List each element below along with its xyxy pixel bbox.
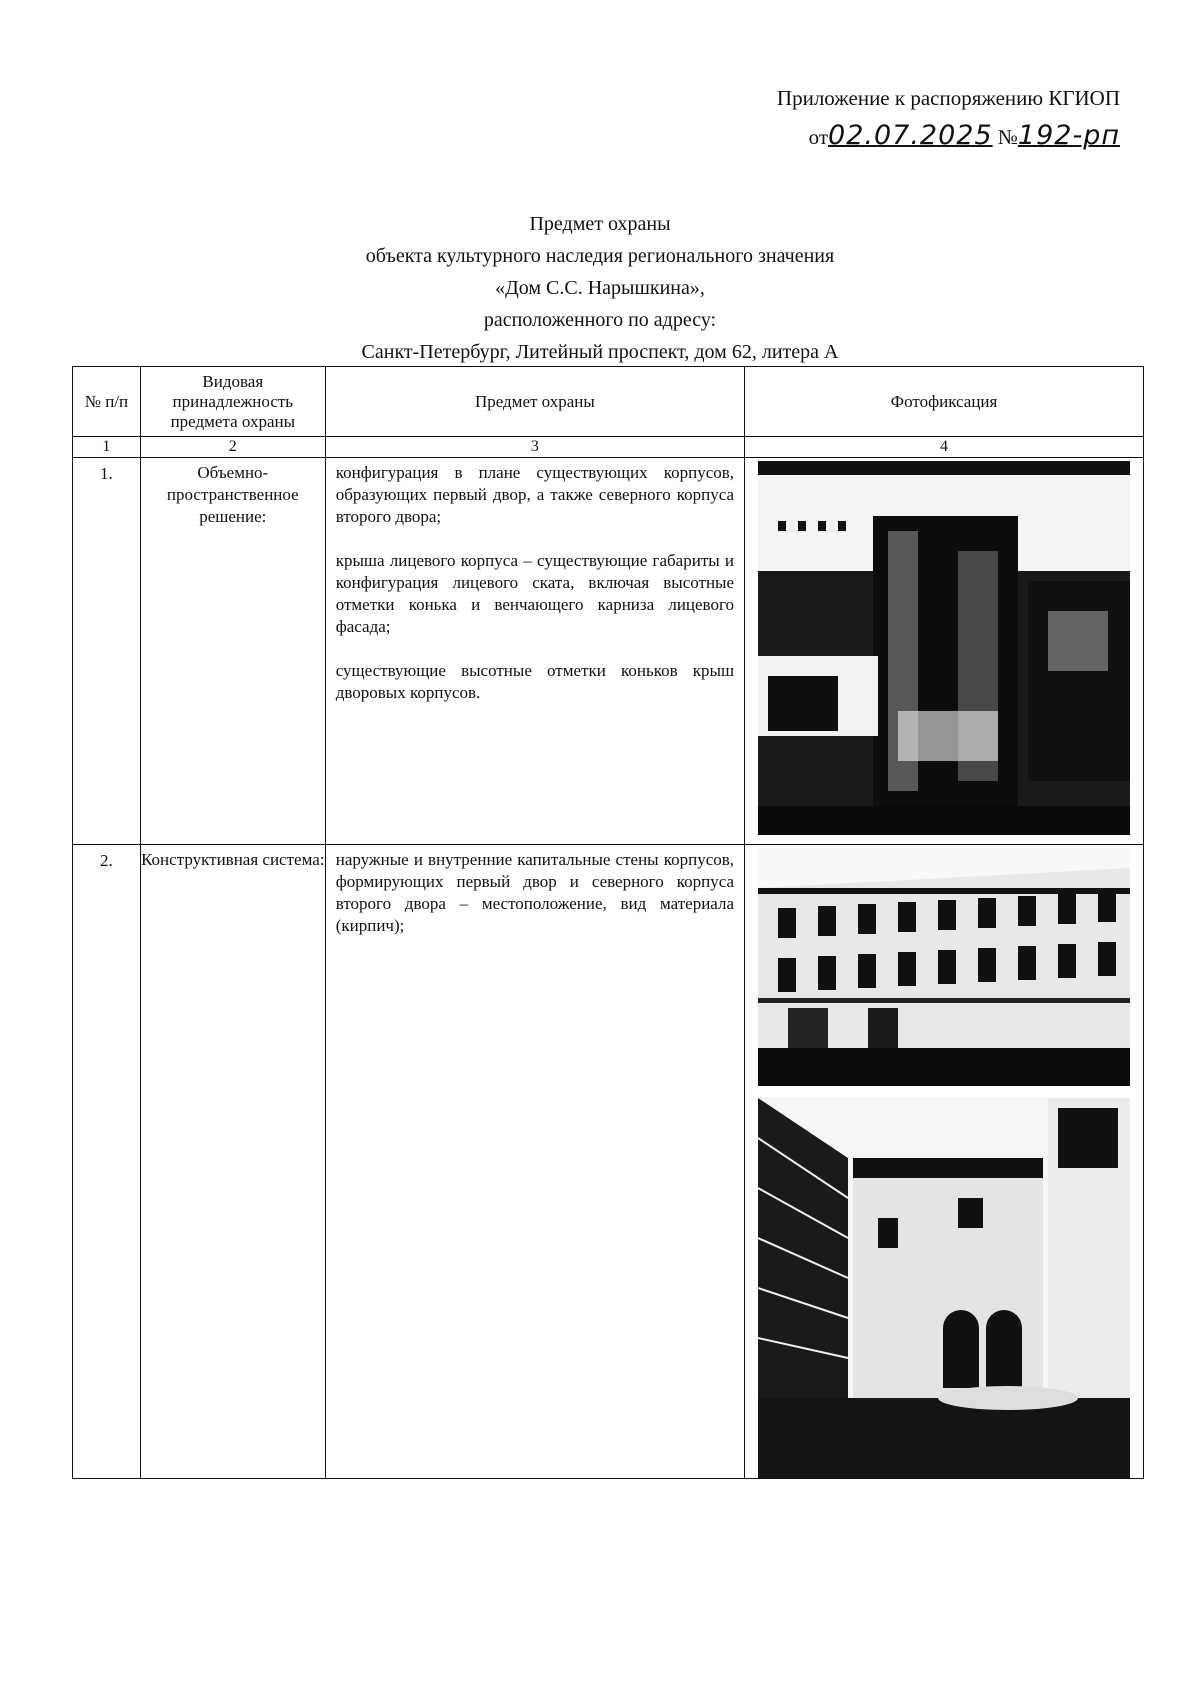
- courtyard-photo: [758, 1098, 1130, 1478]
- protection-subject-table: [72, 366, 1144, 1479]
- subject-paragraph: крыша лицевого корпуса – существующие габариты и конфигурация лицевого ската, включая высотные отметки конька и венчающего карниза лицевого фасада;: [335, 551, 735, 636]
- row-kind: Конструктивная система:: [140, 845, 325, 1479]
- document-title: [0, 208, 1200, 368]
- row-kind: Объемно-пространственное решение:: [140, 458, 325, 845]
- table-row: [73, 458, 1144, 845]
- title-line-2: объекта культурного наследия регионального значения: [365, 245, 835, 267]
- column-index: 3: [325, 437, 744, 458]
- street-facade-photo: [758, 848, 1130, 1086]
- appendix-reference: [809, 120, 1120, 151]
- document-number: 192-рп: [1017, 120, 1120, 151]
- table-header-row: [73, 367, 1144, 437]
- header-photo: Фотофиксация: [745, 367, 1144, 437]
- title-line-5: Санкт-Петербург, Литейный проспект, дом 62, литера А: [361, 341, 839, 363]
- column-index: 4: [745, 437, 1144, 458]
- title-line-4: расположенного по адресу:: [483, 309, 717, 331]
- table-row: [73, 845, 1144, 1479]
- subject-paragraph: конфигурация в плане существующих корпусов, образующих первый двор, а также северного корпуса второго двора;: [335, 463, 735, 526]
- column-index: 1: [73, 437, 141, 458]
- title-line-3: «Дом С.С. Нарышкина»,: [495, 277, 705, 299]
- title-line-1: Предмет охраны: [529, 213, 671, 235]
- row-photo: [745, 458, 1144, 845]
- header-subject: Предмет охраны: [325, 367, 744, 437]
- row-number: 2.: [73, 845, 141, 1479]
- date-prefix: от: [808, 125, 829, 149]
- row-subject: [325, 845, 744, 1479]
- header-kind: Видовая принадлежность предмета охраны: [140, 367, 325, 437]
- subject-paragraph: наружные и внутренние капитальные стены корпусов, формирующих первый двор и северного корпуса второго двора – местоположение, вид материала (кирпич);: [335, 850, 735, 935]
- header-num: № п/п: [73, 367, 141, 437]
- document-date: 02.07.2025: [828, 120, 993, 151]
- row-photo: [745, 845, 1144, 1479]
- row-subject: [325, 458, 744, 845]
- row-number: 1.: [73, 458, 141, 845]
- building-roof-photo: [758, 461, 1130, 835]
- column-index-row: [73, 437, 1144, 458]
- column-index: 2: [140, 437, 325, 458]
- subject-paragraph: существующие высотные отметки коньков крыш дворовых корпусов.: [335, 661, 735, 702]
- number-prefix: №: [997, 125, 1018, 149]
- appendix-heading: Приложение к распоряжению КГИОП: [776, 86, 1120, 110]
